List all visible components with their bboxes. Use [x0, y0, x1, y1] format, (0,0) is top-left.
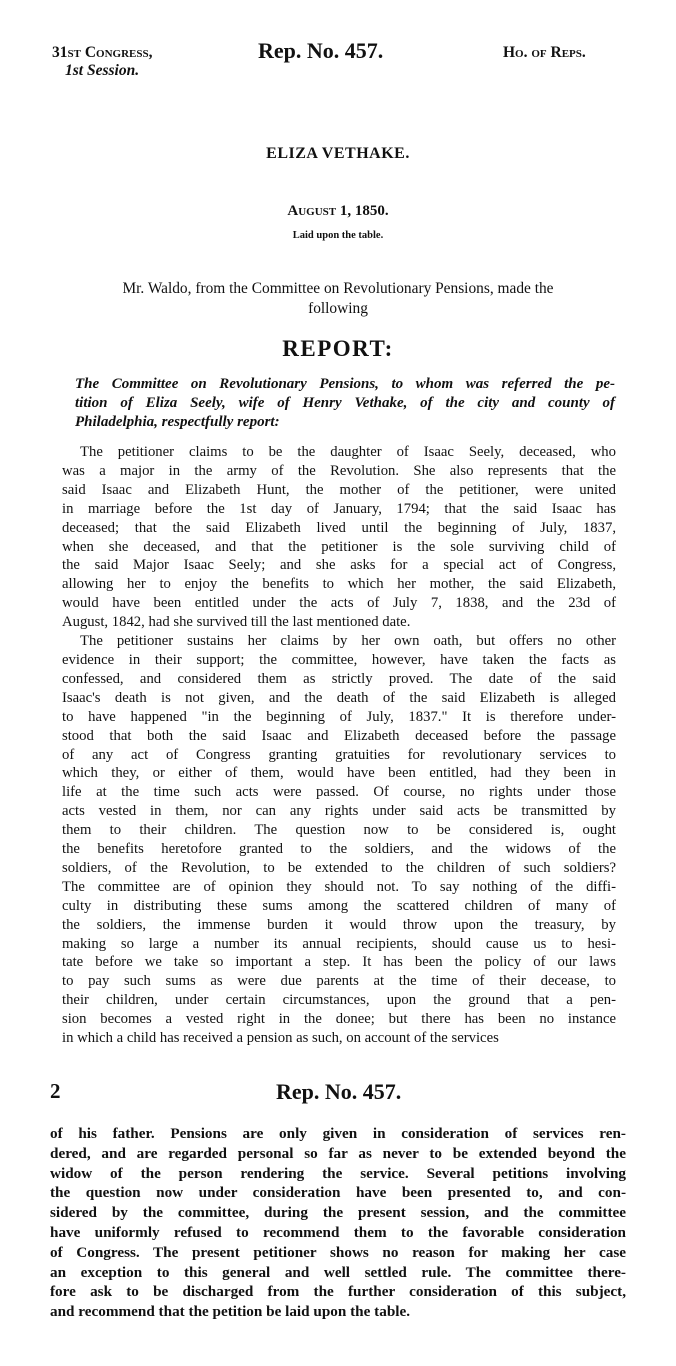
body-text-line: acts vested in them, nor can any rights under said acts be transmitted by [62, 803, 616, 820]
body-text-line: an exception to this general and well settled rule. The committee there- [50, 1263, 626, 1281]
body-text-line: of Congress. The present petitioner shows no reason for making her case [50, 1243, 626, 1261]
body-text-line: sidered by the committee, during the present session, and the committee [50, 1204, 626, 1222]
body-text-line: The petitioner sustains her claims by her own oath, but offers no other [80, 633, 616, 650]
body-text-line: soldiers, of the Revolution, to be extended to the children of such soldiers? [62, 859, 616, 876]
body-text-line: the said Major Isaac Seely; and she asks for a special act of Congress, [62, 557, 616, 574]
body-text-line: in marriage before the 1st day of January, 1794; that the said Isaac has [62, 500, 616, 517]
body-text-line: allowing her to enjoy the benefits to which her mother, the said Elizabeth, [62, 576, 616, 593]
congress-label: 31st Congress, [52, 44, 153, 61]
body-text-line: and recommend that the petition be laid upon the table. [50, 1303, 411, 1321]
page-2-report-number: Rep. No. 457. [276, 1079, 402, 1104]
preamble-line: The Committee on Revolutionary Pensions, to whom was referred the pe- [75, 376, 615, 392]
preamble-line: Philadelphia, respectfully report: [75, 414, 280, 430]
body-text-line: culty in distributing these sums among the scattered children of many of [62, 897, 616, 914]
report-date: August 1, 1850. [287, 203, 389, 219]
body-text-line: life at the time such acts were passed. Of course, no rights under those [62, 784, 616, 801]
body-text-line: confessed, and considered them as strictly proved. The date of the said [62, 670, 616, 687]
body-text-line: making so large a number its annual recipients, should cause us to hesi- [62, 935, 616, 952]
page-number: 2 [50, 1079, 61, 1103]
body-text-line: dered, and are regarded personal so far as never to be extended beyond the [50, 1144, 626, 1162]
body-text-line: their children, under certain circumstances, upon the ground that a pen- [62, 992, 616, 1009]
body-text-line: to have happened "in the beginning of July, 1837." It is therefore under- [62, 708, 616, 725]
body-text-line: in which a child has received a pension as such, on account of the services [62, 1030, 499, 1047]
body-text-line: when she deceased, and that the petitioner is the sole surviving child of [62, 538, 616, 555]
body-text-line: which they, or either of them, would have been entitled, had they been in [62, 765, 616, 782]
body-text-line: deceased; that the said Elizabeth lived until the beginning of July, 1837, [62, 519, 616, 536]
body-text-line: August, 1842, had she survived till the last mentioned date. [62, 614, 411, 631]
congress-session-header [52, 44, 152, 80]
body-text-line: The committee are of opinion they should not. To say nothing of the diffi- [62, 878, 616, 895]
report-intro [60, 279, 616, 319]
body-text-line: the question now under consideration have been presented to, and con- [50, 1184, 626, 1202]
committee-preamble [65, 375, 615, 432]
body-text-line: sion becomes a vested right in the donee; but there has been no instance [62, 1011, 616, 1028]
body-text-line: said Isaac and Elizabeth Hunt, the mother of the petitioner, were united [62, 481, 616, 498]
body-text-line: them to their children. The question now to be considered is, ought [62, 822, 616, 839]
intro-line-1: Mr. Waldo, from the Committee on Revolutionary Pensions, made the [122, 280, 554, 297]
body-text-line: have uniformly refused to recommend them to the favorable consideration [50, 1223, 626, 1241]
session-label: 1st Session. [65, 62, 140, 79]
body-text-line: the soldiers, the immense burden it would throw upon the treasury, by [62, 916, 616, 933]
report-heading: REPORT: [282, 336, 394, 361]
body-text-line: fore ask to be discharged from the further consideration of this subject, [50, 1283, 626, 1301]
body-text-line: evidence in their support; the committee, however, have taken the facts as [62, 651, 616, 668]
body-text-line: to pay such sums as were due parents at the time of their decease, to [62, 973, 616, 990]
report-number-header: Rep. No. 457. [258, 38, 384, 63]
body-text-line: of any act of Congress granting gratuities for revolutionary services to [62, 746, 616, 763]
laid-upon-table-note: Laid upon the table. [292, 230, 384, 241]
preamble-line: tition of Eliza Seely, wife of Henry Vethake, of the city and county of [75, 395, 615, 411]
body-text-line: was a major in the army of the Revolution. She also represents that the [62, 462, 616, 479]
body-text-line: tate before we take so important a step. It has been the policy of our laws [62, 954, 616, 971]
body-text-line: Isaac's death is not given, and the death of the said Elizabeth is alleged [62, 689, 616, 706]
body-text-line: the benefits heretofore granted to the soldiers, and the widows of the [62, 841, 616, 858]
house-label: Ho. of Reps. [503, 44, 586, 61]
intro-line-2: following [308, 300, 368, 317]
document-title: ELIZA VETHAKE. [266, 145, 410, 162]
body-text-line: of his father. Pensions are only given in consideration of services ren- [50, 1125, 626, 1142]
report-body-page-2 [50, 1124, 626, 1322]
body-text-line: stood that both the said Isaac and Elizabeth deceased before the passage [62, 727, 616, 744]
body-text-line: The petitioner claims to be the daughter of Isaac Seely, deceased, who [80, 444, 616, 460]
report-body-page-1 [62, 443, 616, 1048]
body-text-line: would have been entitled under the acts of July 7, 1838, and the 23d of [62, 595, 616, 612]
body-text-line: widow of the person rendering the service. Several petitions involving [50, 1164, 626, 1182]
